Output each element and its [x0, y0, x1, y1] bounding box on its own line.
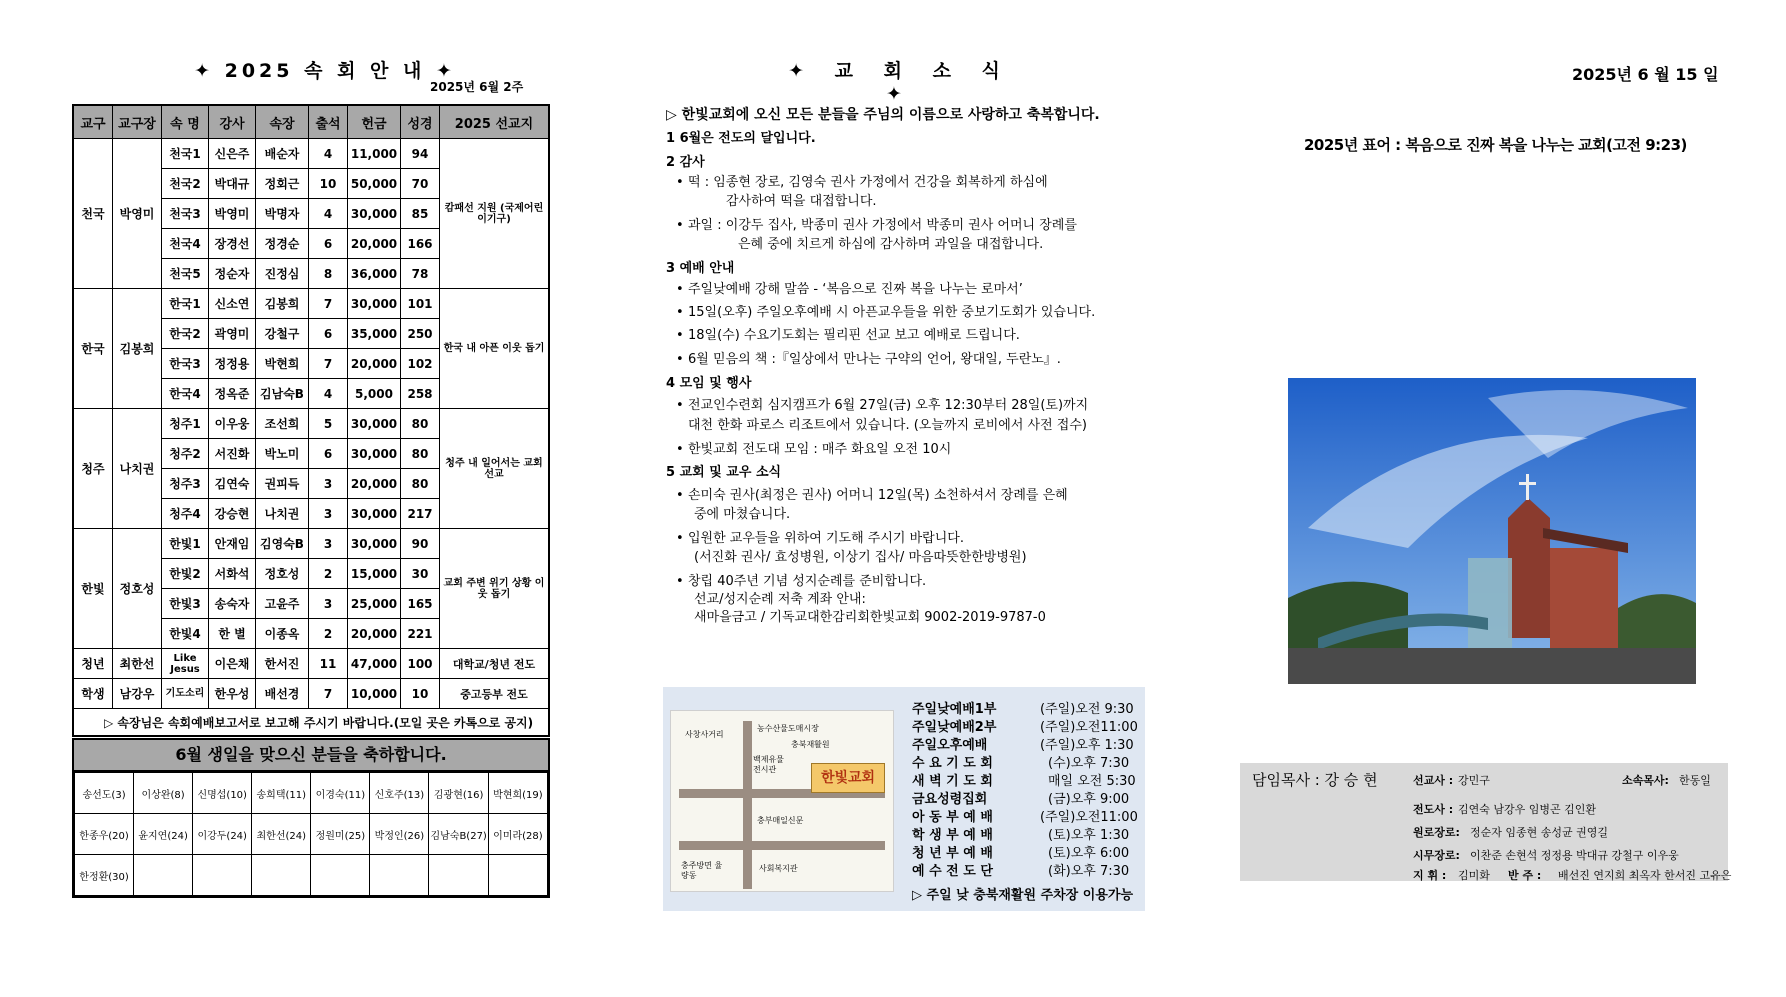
- schedule-name: 주일오후예배: [912, 738, 988, 753]
- birthday-entry: 신명섭(10): [193, 773, 252, 814]
- schedule-time: (주일)오후 1:30: [1040, 738, 1134, 753]
- col-cell-leader: 속장: [256, 105, 309, 139]
- attendance: 3: [309, 589, 348, 619]
- bullet-icon: •: [676, 218, 684, 233]
- district-name: 한국: [73, 289, 113, 409]
- bullet-icon: •: [676, 305, 684, 320]
- bullet-icon: •: [676, 531, 684, 546]
- offering: 50,000: [348, 169, 401, 199]
- offering: 30,000: [348, 199, 401, 229]
- birthday-empty: [311, 855, 370, 896]
- accompanist-label: 반 주 :: [1508, 869, 1542, 882]
- mission: 중고등부 전도: [440, 679, 550, 709]
- evangelist-label: 전도사 :: [1413, 803, 1454, 816]
- attendance: 6: [309, 229, 348, 259]
- map-label: 충북재활원: [791, 740, 830, 749]
- birthday-entry: 윤지연(24): [134, 814, 193, 855]
- birthday-row: [75, 814, 548, 855]
- affiliated-pastor-name: 한동일: [1679, 774, 1711, 787]
- offering: 30,000: [348, 409, 401, 439]
- birthday-row: [75, 855, 548, 896]
- cell-name: Like Jesus: [162, 649, 209, 679]
- cell-leader: 김영숙B: [256, 529, 309, 559]
- bible: 78: [401, 259, 440, 289]
- teacher: 정옥준: [209, 379, 256, 409]
- district-leader: 정호성: [113, 529, 162, 649]
- teacher: 한 별: [209, 619, 256, 649]
- mission: 대학교/청년 전도: [440, 649, 550, 679]
- bible: 100: [401, 649, 440, 679]
- birthday-entry: 이경숙(11): [311, 773, 370, 814]
- section-2: 2 감사: [666, 155, 705, 170]
- member-news-text: 손미숙 권사(최정은 권사) 어머니 12일(목) 소천하셔서 장례를 은혜: [688, 488, 1068, 503]
- attendance: 6: [309, 319, 348, 349]
- cell-name: 한국2: [162, 319, 209, 349]
- cell-leader: 강철구: [256, 319, 309, 349]
- teacher: 안재임: [209, 529, 256, 559]
- bullet-icon: •: [676, 175, 684, 190]
- schedule-time: (수)오후 7:30: [1048, 756, 1130, 771]
- attendance: 5: [309, 409, 348, 439]
- map-church-label: 한빛교회: [811, 763, 885, 793]
- member-news-text: 입원한 교우들을 위하여 기도해 주시기 바랍니다.: [688, 531, 964, 546]
- teacher: 정정용: [209, 349, 256, 379]
- bullet-icon: •: [676, 398, 684, 413]
- schedule-time: (주일)오전 9:30: [1040, 702, 1134, 717]
- bullet-icon: •: [676, 488, 684, 503]
- member-news-text: 창립 40주년 기념 성지순례를 준비합니다.: [688, 574, 927, 589]
- cell-name: 한국4: [162, 379, 209, 409]
- teacher: 박대규: [209, 169, 256, 199]
- col-district-leader: 교구장: [113, 105, 162, 139]
- district-name: 한빛: [73, 529, 113, 649]
- cell-leader: 배선경: [256, 679, 309, 709]
- elder-emeritus-names: 정순자 임종현 송성균 권영길: [1470, 826, 1609, 839]
- birthday-empty: [370, 855, 429, 896]
- cell-name: 청주1: [162, 409, 209, 439]
- cell-leader: 정경순: [256, 229, 309, 259]
- section-1: 1 6월은 전도의 달입니다.: [666, 131, 816, 146]
- schedule-time: (토)오후 1:30: [1048, 828, 1130, 843]
- district-name: 청주: [73, 409, 113, 529]
- cell-leader: 권피득: [256, 469, 309, 499]
- thanks-text: 떡 : 임종현 장로, 김영숙 권사 가정에서 건강을 회복하게 하심에: [688, 175, 1048, 190]
- bullet-icon: •: [676, 282, 684, 297]
- birthday-entry: 이미라(28): [488, 814, 547, 855]
- cell-name: 한국1: [162, 289, 209, 319]
- district-leader: 최한선: [113, 649, 162, 679]
- col-cell-name: 속 명: [162, 105, 209, 139]
- offering: 30,000: [348, 529, 401, 559]
- mission: 청주 내 일어서는 교회 선교: [440, 409, 550, 529]
- attendance: 4: [309, 199, 348, 229]
- cell-name: 한빛2: [162, 559, 209, 589]
- map-road-vertical: [743, 721, 752, 889]
- offering: 20,000: [348, 349, 401, 379]
- bible: 85: [401, 199, 440, 229]
- cell-name: 기도소리: [162, 679, 209, 709]
- schedule-name: 청 년 부 예 배: [912, 846, 993, 861]
- schedule-time: (화)오후 7:30: [1048, 864, 1130, 879]
- district-leader: 남강우: [113, 679, 162, 709]
- birthday-box: [72, 738, 550, 898]
- accompanist-names: 배선진 연지희 최옥자 한서진 고유은: [1558, 869, 1732, 882]
- bible: 217: [401, 499, 440, 529]
- col-mission: 2025 선교지: [440, 105, 550, 139]
- birthday-empty: [252, 855, 311, 896]
- cell-name: 청주4: [162, 499, 209, 529]
- col-attendance: 출석: [309, 105, 348, 139]
- cell-leader: 배순자: [256, 139, 309, 169]
- cell-name: 천국4: [162, 229, 209, 259]
- bible: 250: [401, 319, 440, 349]
- cell-name: 천국2: [162, 169, 209, 199]
- offering: 10,000: [348, 679, 401, 709]
- district-name: 학생: [73, 679, 113, 709]
- cell-leader: 정회근: [256, 169, 309, 199]
- cell-name: 한빛4: [162, 619, 209, 649]
- senior-pastor: 담임목사 : 강 승 현: [1252, 771, 1378, 789]
- member-news-cont: 중에 마쳤습니다.: [694, 507, 791, 522]
- offering: 5,000: [348, 379, 401, 409]
- worship-text: 15일(오후) 주일오후예배 시 아픈교우들을 위한 중보기도회가 있습니다.: [688, 305, 1096, 320]
- cell-leader: 고윤주: [256, 589, 309, 619]
- offering: 25,000: [348, 589, 401, 619]
- section-3: 3 예배 안내: [666, 261, 735, 276]
- bible: 221: [401, 619, 440, 649]
- mission: 교회 주변 위기 상황 이웃 돕기: [440, 529, 550, 649]
- birthday-row: [75, 773, 548, 814]
- missionary-name: 강민구: [1458, 774, 1490, 787]
- offering: 35,000: [348, 319, 401, 349]
- cell-leader: 박명자: [256, 199, 309, 229]
- church-map: [670, 710, 894, 892]
- cell-leader: 김남숙B: [256, 379, 309, 409]
- bullet-icon: •: [676, 352, 684, 367]
- thanks-text: 과일 : 이강두 집사, 박종미 권사 가정에서 박종미 권사 어머니 장례를: [688, 218, 1077, 233]
- bullet-icon: •: [676, 574, 684, 589]
- parking-note: ▷ 주일 낮 충북재활원 주차장 이용가능: [912, 888, 1133, 903]
- attendance: 7: [309, 289, 348, 319]
- welcome-line: ▷ 한빛교회에 오신 모든 분들을 주님의 이름으로 사랑하고 축복합니다.: [666, 107, 1100, 123]
- bible: 80: [401, 469, 440, 499]
- offering: 15,000: [348, 559, 401, 589]
- col-bible: 성경: [401, 105, 440, 139]
- bible: 166: [401, 229, 440, 259]
- cell-leader: 한서진: [256, 649, 309, 679]
- affiliated-pastor-label: 소속목사:: [1622, 774, 1669, 787]
- cell-name: 청주3: [162, 469, 209, 499]
- map-road-horizontal: [679, 841, 885, 850]
- teacher: 정순자: [209, 259, 256, 289]
- cell-name: 한국3: [162, 349, 209, 379]
- birthday-entry: 송희택(11): [252, 773, 311, 814]
- birthday-entry: 김남숙B(27): [429, 814, 488, 855]
- bible: 70: [401, 169, 440, 199]
- cell-name: 천국5: [162, 259, 209, 289]
- table-row: [73, 649, 549, 679]
- table-note-row: [73, 709, 549, 737]
- event-text: 전교인수련회 심지캠프가 6월 27일(금) 오후 12:30부터 28일(토)까지: [688, 398, 1089, 413]
- evangelist-names: 김연숙 남강우 임병곤 김인환: [1458, 803, 1597, 816]
- worship-item: [676, 327, 1020, 345]
- table-header-row: [73, 105, 549, 139]
- bible: 102: [401, 349, 440, 379]
- member-news-cont: (서진화 권사/ 효성병원, 이상기 집사/ 마음따뜻한한방병원): [694, 550, 1027, 565]
- cell-leader: 진정심: [256, 259, 309, 289]
- cell-leader: 이종옥: [256, 619, 309, 649]
- bible: 10: [401, 679, 440, 709]
- schedule-name: 주일낮예배2부: [912, 720, 997, 735]
- thanks-item-2-cont: 은혜 중에 치르게 하심에 감사하며 과일을 대접합니다.: [738, 237, 1044, 252]
- offering: 20,000: [348, 619, 401, 649]
- elder-emeritus-label: 원로장로:: [1413, 826, 1460, 839]
- attendance: 2: [309, 559, 348, 589]
- teacher: 송숙자: [209, 589, 256, 619]
- bible: 258: [401, 379, 440, 409]
- birthday-empty: [193, 855, 252, 896]
- offering: 30,000: [348, 499, 401, 529]
- schedule-time: (주일)오전11:00: [1040, 720, 1138, 735]
- teacher: 신은주: [209, 139, 256, 169]
- table-row: [73, 529, 549, 559]
- offering: 11,000: [348, 139, 401, 169]
- birthday-entry: 정원미(25): [311, 814, 370, 855]
- mission: 한국 내 아픈 이웃 돕기: [440, 289, 550, 409]
- map-label: 충부매일신문: [757, 816, 804, 825]
- district-name: 천국: [73, 139, 113, 289]
- bible: 165: [401, 589, 440, 619]
- attendance: 3: [309, 499, 348, 529]
- section-5: 5 교회 및 교우 소식: [666, 465, 782, 480]
- missionary-label: 선교사 :: [1413, 774, 1454, 787]
- schedule-name: 예 수 전 도 단: [912, 864, 993, 879]
- bible: 80: [401, 439, 440, 469]
- schedule-name: 아 동 부 예 배: [912, 810, 993, 825]
- schedule-time: (금)오후 9:00: [1048, 792, 1130, 807]
- attendance: 3: [309, 469, 348, 499]
- attendance: 8: [309, 259, 348, 289]
- church-photo-image: [1288, 378, 1696, 684]
- offering: 30,000: [348, 439, 401, 469]
- offering: 36,000: [348, 259, 401, 289]
- table-row: [73, 289, 549, 319]
- birthday-entry: 송선도(3): [75, 773, 134, 814]
- cell-leader: 박노미: [256, 439, 309, 469]
- event-text: 한빛교회 전도대 모임 : 매주 화요일 오전 10시: [688, 442, 952, 457]
- section-4: 4 모임 및 행사: [666, 376, 752, 391]
- district-name: 청년: [73, 649, 113, 679]
- offering: 30,000: [348, 289, 401, 319]
- worship-item: [676, 304, 1095, 322]
- birthday-empty: [134, 855, 193, 896]
- teacher: 한우성: [209, 679, 256, 709]
- col-teacher: 강사: [209, 105, 256, 139]
- map-label: 사창사거리: [685, 730, 724, 739]
- offering: 20,000: [348, 469, 401, 499]
- teacher: 서진화: [209, 439, 256, 469]
- attendance: 11: [309, 649, 348, 679]
- teacher: 김연숙: [209, 469, 256, 499]
- teacher: 장경선: [209, 229, 256, 259]
- member-news-item: [676, 530, 964, 548]
- cell-leader: 김봉희: [256, 289, 309, 319]
- thanks-item-1: [676, 174, 1048, 192]
- col-district: 교구: [73, 105, 113, 139]
- member-news-item: [676, 573, 926, 591]
- report-note: ▷ 속장님은 속회예배보고서로 보고해 주시기 바랍니다.(모일 곳은 카톡으로 공지): [73, 709, 549, 737]
- birthday-entry: 박현희(19): [488, 773, 547, 814]
- teacher: 박영미: [209, 199, 256, 229]
- bible: 90: [401, 529, 440, 559]
- district-leader: 김봉희: [113, 289, 162, 409]
- bible: 80: [401, 409, 440, 439]
- teacher: 서화석: [209, 559, 256, 589]
- bible: 94: [401, 139, 440, 169]
- worship-item: [676, 351, 1061, 369]
- offering: 20,000: [348, 229, 401, 259]
- schedule-name: 새 벽 기 도 회: [912, 774, 993, 789]
- schedule-name: 학 생 부 예 배: [912, 828, 993, 843]
- church-photo: [1288, 378, 1696, 684]
- table-row: [73, 409, 549, 439]
- teacher: 이우웅: [209, 409, 256, 439]
- birthday-entry: 한종우(20): [75, 814, 134, 855]
- teacher: 강승현: [209, 499, 256, 529]
- attendance: 10: [309, 169, 348, 199]
- cell-leader: 정호성: [256, 559, 309, 589]
- bullet-icon: •: [676, 328, 684, 343]
- meeting-guide-title: ✦ 2025 속 회 안 내 ✦: [194, 60, 456, 82]
- event-item-cont: 대천 한화 파로스 리조트에서 있습니다. (오늘까지 로비에서 사전 접수): [688, 418, 1087, 433]
- attendance: 2: [309, 619, 348, 649]
- birthday-grid: [74, 772, 548, 896]
- annual-motto: 2025년 표어 : 복음으로 진짜 복을 나누는 교회(고전 9:23): [1304, 136, 1687, 154]
- birthday-title: 6월 생일을 맞으신 분들을 축하합니다.: [74, 740, 548, 772]
- bullet-icon: •: [676, 442, 684, 457]
- bulletin-date: 2025년 6 월 15 일: [1572, 65, 1719, 84]
- conductor-name: 김미화: [1458, 869, 1490, 882]
- teacher: 이은채: [209, 649, 256, 679]
- active-elder-names: 이찬준 손현석 정정용 박대규 강철구 이우웅: [1470, 849, 1679, 862]
- staff-box: [1240, 763, 1732, 882]
- bank-account: 새마을금고 / 기독교대한감리회한빛교회 9002-2019-9787-0: [694, 610, 1046, 625]
- teacher: 신소연: [209, 289, 256, 319]
- active-elder-label: 시무장로:: [1413, 849, 1460, 862]
- bible: 30: [401, 559, 440, 589]
- cell-leader: 조선희: [256, 409, 309, 439]
- attendance: 6: [309, 439, 348, 469]
- table-row: [73, 679, 549, 709]
- thanks-item-1-cont: 감사하여 떡을 대접합니다.: [726, 194, 877, 209]
- cell-name: 천국3: [162, 199, 209, 229]
- mission: 캄패선 지원 (국제어린이기구): [440, 139, 550, 289]
- birthday-entry: 김광현(16): [429, 773, 488, 814]
- attendance: 4: [309, 139, 348, 169]
- attendance: 3: [309, 529, 348, 559]
- map-label: 사회복지관: [759, 864, 798, 873]
- conductor-label: 지 휘 :: [1413, 869, 1447, 882]
- cell-leader: 나치권: [256, 499, 309, 529]
- attendance: 7: [309, 679, 348, 709]
- col-offering: 헌금: [348, 105, 401, 139]
- offering: 47,000: [348, 649, 401, 679]
- birthday-entry: 한정환(30): [75, 855, 134, 896]
- cell-name: 한빛3: [162, 589, 209, 619]
- member-news-cont: 선교/성지순례 저축 계좌 안내:: [694, 592, 866, 607]
- worship-text: 18일(수) 수요기도회는 필리핀 선교 보고 예배로 드립니다.: [688, 328, 1020, 343]
- district-leader: 나치권: [113, 409, 162, 529]
- member-news-item: [676, 487, 1068, 505]
- attendance: 7: [309, 349, 348, 379]
- birthday-entry: 신호주(13): [370, 773, 429, 814]
- birthday-empty: [429, 855, 488, 896]
- event-item: [676, 441, 951, 459]
- birthday-entry: 박정인(26): [370, 814, 429, 855]
- cell-name: 천국1: [162, 139, 209, 169]
- table-row: [73, 139, 549, 169]
- map-label: 농수산물도매시장: [757, 724, 819, 733]
- schedule-time: (토)오후 6:00: [1048, 846, 1130, 861]
- schedule-name: 금요성령집회: [912, 792, 988, 807]
- schedule-name: 주일낮예배1부: [912, 702, 997, 717]
- event-item: [676, 397, 1088, 415]
- worship-text: 주일낮예배 강해 말씀 - ‘복음으로 진짜 복을 나누는 로마서’: [688, 282, 1023, 297]
- attendance: 4: [309, 379, 348, 409]
- meeting-week-label: 2025년 6월 2주: [430, 80, 524, 94]
- church-news-title: ✦ 교 회 소 식 ✦: [788, 60, 1012, 105]
- cell-name: 청주2: [162, 439, 209, 469]
- worship-item: [676, 281, 1023, 299]
- cell-name: 한빛1: [162, 529, 209, 559]
- birthday-empty: [488, 855, 547, 896]
- birthday-entry: 이강두(24): [193, 814, 252, 855]
- map-label: 백제유물 전시관: [753, 755, 784, 774]
- schedule-name: 수 요 기 도 회: [912, 756, 993, 771]
- district-leader: 박영미: [113, 139, 162, 289]
- cell-leader: 박현희: [256, 349, 309, 379]
- bible: 101: [401, 289, 440, 319]
- map-label: 충주방면 율량동: [681, 861, 723, 880]
- birthday-entry: 이상완(8): [134, 773, 193, 814]
- schedule-time: 매일 오전 5:30: [1048, 774, 1136, 789]
- birthday-entry: 최한선(24): [252, 814, 311, 855]
- schedule-time: (주일)오전11:00: [1040, 810, 1138, 825]
- teacher: 곽영미: [209, 319, 256, 349]
- thanks-item-2: [676, 217, 1077, 235]
- worship-text: 6월 믿음의 책 :『일상에서 만나는 구약의 언어, 왕대일, 두란노』.: [688, 352, 1061, 367]
- cell-meeting-table: [72, 104, 550, 737]
